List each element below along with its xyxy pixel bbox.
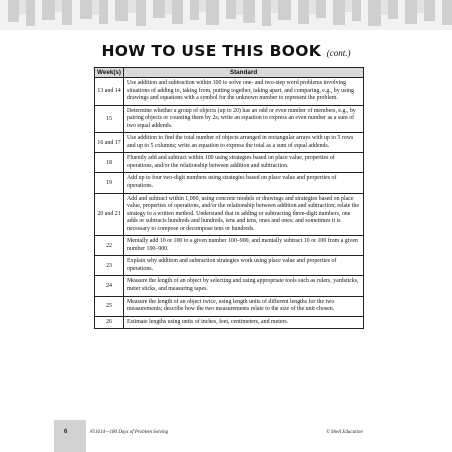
table-row xyxy=(95,296,364,316)
standard-cell: Add up to four two-digit numbers using strategies based on place value and properties of operations. xyxy=(124,173,364,193)
weeks-cell: 18 xyxy=(95,153,124,173)
table-row xyxy=(95,133,364,153)
table-row xyxy=(95,173,364,193)
page-title-suffix: (cont.) xyxy=(326,48,351,58)
decorative-header-band xyxy=(0,0,452,30)
standard-cell: Estimate lengths using units of inches, feet, centimeters, and meters. xyxy=(124,316,364,329)
weeks-cell: 16 and 17 xyxy=(95,133,124,153)
standard-cell: Measure the length of an object twice, using length units of different lengths for the two measurements; describe how the two measurements relate to the size of the unit chosen. xyxy=(124,296,364,316)
table-row xyxy=(95,256,364,276)
table-row xyxy=(95,236,364,256)
standard-cell: Explain why addition and subtraction strategies work using place value and properties of operations. xyxy=(124,256,364,276)
standard-cell: Add and subtract within 1,000, using concrete models or drawings and strategies based on place value, properties of operations, and/or the relationship between addition and subtraction; relate the strategy to a written method. Understand that in adding or subtracting three-digit numbers, one adds or subtracts hundreds and hundreds, tens and tens, ones and ones; and sometimes it is necessary to compose or decompose tens or hundreds. xyxy=(124,193,364,236)
standard-cell: Mentally add 10 or 100 to a given number 100–900, and mentally subtract 10 or 100 from a given number 100–900. xyxy=(124,236,364,256)
weeks-cell: 20 and 21 xyxy=(95,193,124,236)
page-number: 6 xyxy=(64,429,68,435)
standard-cell: Use addition to find the total number of objects arranged in rectangular arrays with up to 5 rows and up to 5 columns; write an equation to express the total as a sum of equal addends. xyxy=(124,133,364,153)
weeks-cell: 19 xyxy=(95,173,124,193)
weeks-cell: 22 xyxy=(95,236,124,256)
weeks-cell: 23 xyxy=(95,256,124,276)
weeks-cell: 13 and 14 xyxy=(95,78,124,106)
table-row xyxy=(95,193,364,236)
weeks-cell: 15 xyxy=(95,105,124,133)
standard-cell: Use addition and subtraction within 100 to solve one- and two-step word problems involving situations of adding to, taking from, putting together, taking apart, and comparing, e.g., by using drawings and equations with a symbol for the unknown number to represent the problem. xyxy=(124,78,364,106)
standard-cell: Measure the length of an object by selecting and using appropriate tools such as rulers, yardsticks, meter sticks, and measuring tapes. xyxy=(124,276,364,296)
column-header-weeks: Week(s) xyxy=(95,68,124,78)
footer-book-title: #51614—180 Days of Problem Solving xyxy=(90,430,169,435)
page-title xyxy=(0,42,452,60)
standard-cell: Determine whether a group of objects (up to 20) has an odd or even number of members, e.g., by pairing objects or counting them by 2s; write an equation to express an even number as a sum of two equal addends. xyxy=(124,105,364,133)
page-title-text: HOW TO USE THIS BOOK xyxy=(101,42,322,60)
column-header-standard: Standard xyxy=(124,68,364,78)
table-row xyxy=(95,276,364,296)
standards-table xyxy=(94,67,364,329)
table-row xyxy=(95,316,364,329)
weeks-cell: 24 xyxy=(95,276,124,296)
table-row xyxy=(95,105,364,133)
table-row xyxy=(95,78,364,106)
standard-cell: Fluently add and subtract within 100 using strategies based on place value, properties of operations, and/or the relationship between addition and subtraction. xyxy=(124,153,364,173)
page-number-tab xyxy=(54,420,86,452)
table-header-row xyxy=(95,68,364,78)
footer-copyright: © Shell Education xyxy=(326,430,363,435)
table-row xyxy=(95,153,364,173)
pencil-stripes-graphic xyxy=(0,0,452,30)
weeks-cell: 26 xyxy=(95,316,124,329)
weeks-cell: 25 xyxy=(95,296,124,316)
